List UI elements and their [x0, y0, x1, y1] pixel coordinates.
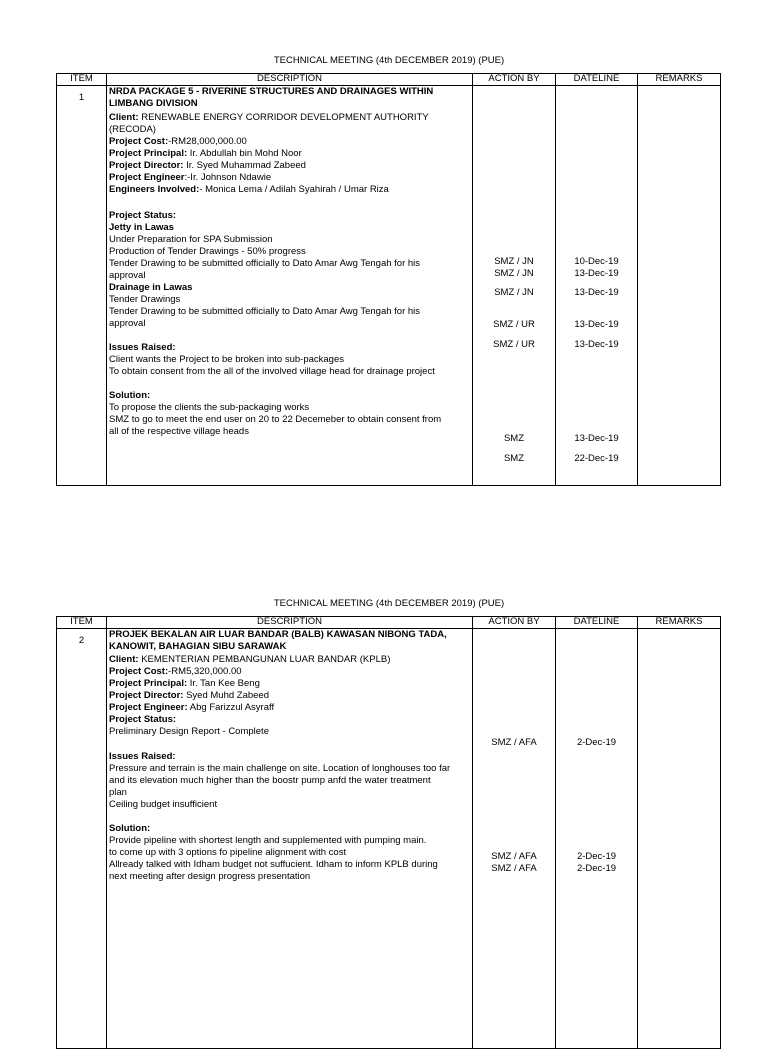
header-remarks: REMARKS [638, 74, 721, 86]
dateline-value: 2-Dec-19 [576, 851, 617, 862]
header-item: ITEM [57, 617, 107, 629]
issues-heading: Issues Raised: [109, 342, 176, 353]
item-number-cell [57, 629, 107, 1049]
dateline-value: 13-Dec-19 [574, 287, 619, 298]
meeting-table [56, 73, 721, 486]
dateline-value: 13-Dec-19 [574, 339, 619, 350]
dateline-cell [556, 86, 638, 486]
issue-line: Ceiling budget insufficient [109, 799, 218, 810]
remarks-cell [638, 86, 721, 486]
dateline-value: 13-Dec-19 [574, 319, 619, 330]
action-by-cell [473, 86, 556, 486]
solution-line-cont: all of the respective village heads [109, 426, 249, 437]
cost-line: Project Cost:-RM5,320,000.00 [109, 666, 242, 677]
header-description: DESCRIPTION [107, 74, 473, 86]
meeting-table [56, 616, 721, 1049]
remarks-cell [638, 629, 721, 1049]
principal-line: Project Principal: Ir. Abdullah bin Mohd Noor [109, 148, 302, 159]
action-by-value: SMZ / UR [493, 319, 535, 330]
header-remarks: REMARKS [638, 617, 721, 629]
table-header-row [57, 617, 721, 629]
issues-heading: Issues Raised: [109, 751, 176, 762]
dateline-value: 2-Dec-19 [576, 863, 617, 874]
issue-line: Client wants the Project to be broken into sub-packages [109, 354, 344, 365]
dateline-value: 2-Dec-19 [576, 737, 617, 748]
action-by-value: SMZ / AFA [491, 863, 537, 874]
dateline-value: 10-Dec-19 [574, 256, 619, 267]
solution-line: Provide pipeline with shortest length and supplemented with pumping main. [109, 835, 427, 846]
header-item: ITEM [57, 74, 107, 86]
project-title-line: KANOWIT, BAHAGIAN SIBU SARAWAK [109, 641, 287, 652]
header-dateline: DATELINE [556, 74, 638, 86]
action-by-cell [473, 629, 556, 1049]
jetty-heading: Jetty in Lawas [109, 222, 174, 233]
header-action-by: ACTION BY [473, 617, 556, 629]
action-by-value: SMZ / JN [494, 287, 534, 298]
client-line: Client: RENEWABLE ENERGY CORRIDOR DEVELOPMENT AUTHORITY [109, 112, 429, 123]
issue-line-cont: and its elevation much higher than the boostr pump anfd the water treatment [109, 775, 431, 786]
drainage-line: Tender Drawings [109, 294, 181, 305]
description-cell [107, 86, 473, 486]
solution-line: to come up with 3 options fo pipeline alignment with cost [109, 847, 347, 858]
action-by-value: SMZ [503, 433, 525, 444]
table-header-row [57, 74, 721, 86]
director-line: Project Director: Syed Muhd Zabeed [109, 690, 269, 701]
status-line: Preliminary Design Report - Complete [109, 726, 269, 737]
solution-heading: Solution: [109, 823, 151, 834]
project-title-line: LIMBANG DIVISION [109, 98, 198, 109]
action-by-value: SMZ / JN [494, 256, 534, 267]
action-by-value: SMZ / AFA [491, 737, 537, 748]
jetty-line-cont: approval [109, 270, 146, 281]
header-description: DESCRIPTION [107, 617, 473, 629]
status-heading: Project Status: [109, 714, 177, 725]
action-by-value: SMZ / AFA [491, 851, 537, 862]
jetty-line: Under Preparation for SPA Submission [109, 234, 273, 245]
director-line: Project Director: Ir. Syed Muhammad Zabeed [109, 160, 306, 171]
solution-line: SMZ to go to meet the end user on 20 to 22 Decemeber to obtain consent from [109, 414, 442, 425]
drainage-line-cont: approval [109, 318, 146, 329]
solution-line: Allready talked with Idham budget not suffucient. Idham to inform KPLB during [109, 859, 438, 870]
drainage-line: Tender Drawing to be submitted officially to Dato Amar Awg Tengah for his [109, 306, 421, 317]
engineer-line: Project Engineer: Abg Farizzul Asyraff [109, 702, 275, 713]
dateline-cell [556, 629, 638, 1049]
table-row [57, 86, 721, 486]
involved-line: Engineers Involved:- Monica Lema / Adilah Syahirah / Umar Riza [109, 184, 389, 195]
issue-line-cont: plan [109, 787, 127, 798]
client-line: Client: KEMENTERIAN PEMBANGUNAN LUAR BANDAR (KPLB) [109, 654, 391, 665]
solution-line: To propose the clients the sub-packaging works [109, 402, 310, 413]
engineer-line: Project Engineer:-Ir. Johnson Ndawie [109, 172, 272, 183]
header-dateline: DATELINE [556, 617, 638, 629]
project-title-line: PROJEK BEKALAN AIR LUAR BANDAR (BALB) KAWASAN NIBONG TADA, [109, 629, 447, 640]
dateline-value: 22-Dec-19 [574, 453, 619, 464]
item-number: 2 [78, 635, 85, 646]
header-action-by: ACTION BY [473, 74, 556, 86]
table-row [57, 629, 721, 1049]
item-number: 1 [78, 92, 85, 103]
solution-heading: Solution: [109, 390, 151, 401]
issue-line: Pressure and terrain is the main challenge on site. Location of longhouses too far [109, 763, 451, 774]
dateline-value: 13-Dec-19 [574, 433, 619, 444]
item-number-cell [57, 86, 107, 486]
cost-line: Project Cost:-RM28,000,000.00 [109, 136, 247, 147]
client-line-cont: (RECODA) [109, 124, 156, 135]
status-heading: Project Status: [109, 210, 177, 221]
meeting-title: TECHNICAL MEETING (4th DECEMBER 2019) (PUE) [273, 598, 505, 609]
dateline-value: 13-Dec-19 [574, 268, 619, 279]
action-by-value: SMZ / UR [493, 339, 535, 350]
description-cell [107, 629, 473, 1049]
project-title-line: NRDA PACKAGE 5 - RIVERINE STRUCTURES AND DRAINAGES WITHIN [109, 86, 434, 97]
issue-line: To obtain consent from the all of the involved village head for drainage project [109, 366, 435, 377]
jetty-line: Production of Tender Drawings - 50% progress [109, 246, 306, 257]
solution-line-cont: next meeting after design progress presentation [109, 871, 311, 882]
action-by-value: SMZ [503, 453, 525, 464]
jetty-line: Tender Drawing to be submitted officially to Dato Amar Awg Tengah for his [109, 258, 421, 269]
principal-line: Project Principal: Ir. Tan Kee Beng [109, 678, 260, 689]
meeting-title: TECHNICAL MEETING (4th DECEMBER 2019) (PUE) [273, 55, 505, 66]
action-by-value: SMZ / JN [494, 268, 534, 279]
drainage-heading: Drainage in Lawas [109, 282, 193, 293]
